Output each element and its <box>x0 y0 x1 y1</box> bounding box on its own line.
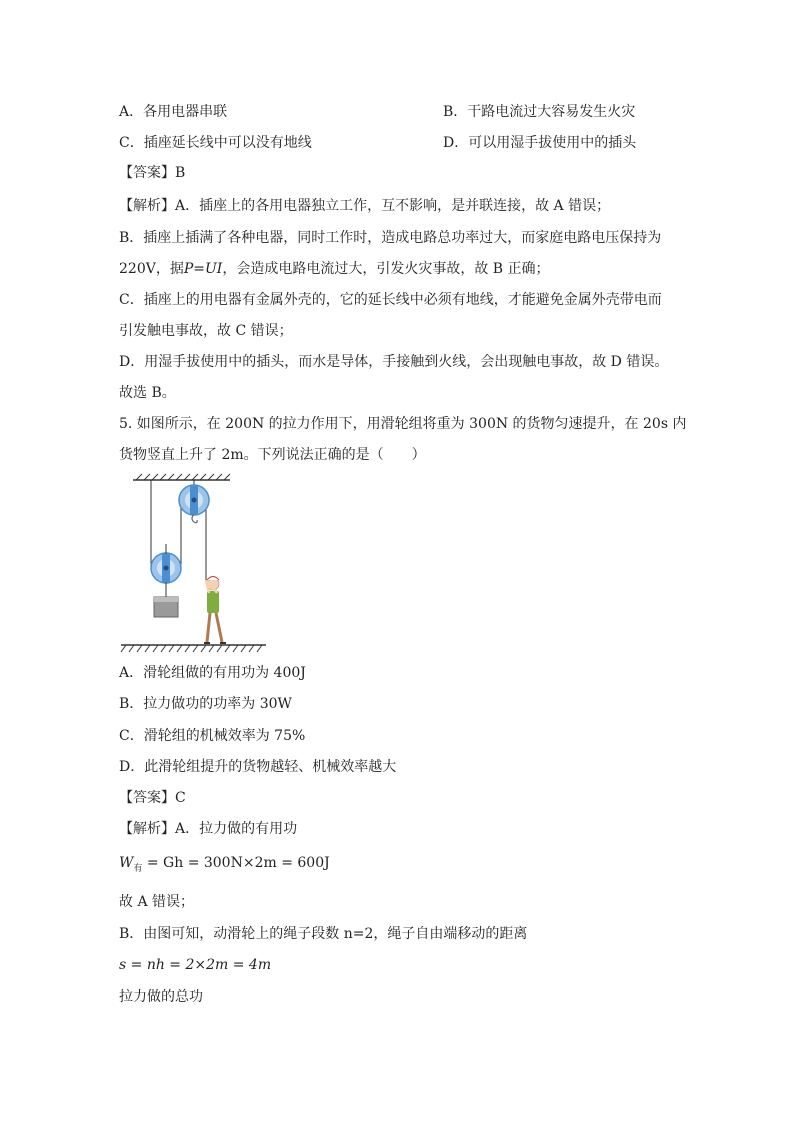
q4-analysis-line6: D．用湿手拔使用中的插头，而水是导体，手接触到火线，会出现触电事故，故 D 错误。 <box>119 354 669 370</box>
pulley-system-figure <box>118 472 273 657</box>
q5-option-a: A．滑轮组做的有用功为 400J <box>119 665 306 681</box>
weight-block-icon <box>154 597 178 617</box>
q5-option-b: B．拉力做功的功率为 30W <box>119 696 292 712</box>
q5-analysis-a-conclusion: 故 A 错误； <box>119 894 195 910</box>
q5-option-d: D．此滑轮组提升的货物越轻、机械效率越大 <box>119 759 397 775</box>
ceiling-icon <box>133 474 230 480</box>
q4-analysis-line4: C．插座上的用电器有金属外壳的，它的延长线中必须有地线，才能避免金属外壳带电而 <box>119 292 662 308</box>
q4-analysis-line7: 故选 B。 <box>119 385 176 401</box>
q4-option-d: D．可以用湿手拔使用中的插头 <box>443 135 637 151</box>
q5-stem-line2: 货物竖直上升了 2m。下列说法正确的是（ ） <box>119 447 426 463</box>
pulley-icon <box>151 544 181 597</box>
person-icon <box>204 577 226 644</box>
pulley-icon <box>179 485 209 523</box>
q5-analysis-b: B．由图可知，动滑轮上的绳子段数 n=2，绳子自由端移动的距离 <box>119 926 528 942</box>
formula-w-subscript: 有 <box>133 864 143 874</box>
formula-useful-work-rest: = Gh = 300N×2m = 600J <box>142 855 330 871</box>
q4-analysis-line3-post: ，会造成电路电流过大，引发火灾事故，故 B 正确； <box>222 261 550 277</box>
q4-option-b: B．干路电流过大容易发生火灾 <box>443 104 636 120</box>
ground-icon <box>121 645 266 652</box>
q5-formula-distance: s = nh = 2×2m = 4m <box>119 957 272 973</box>
q5-total-work-label: 拉力做的总功 <box>119 989 203 1005</box>
q5-stem-line1: 5. 如图所示，在 200N 的拉力作用下，用滑轮组将重为 300N 的货物匀速提升，在 20s 内 <box>119 416 687 432</box>
q4-analysis-line3-pre: 220V，据 <box>119 261 184 277</box>
formula-w-symbol: W <box>119 855 134 871</box>
q4-analysis-line1: 【解析】A．插座上的各用电器独立工作，互不影响，是并联连接，故 A 错误； <box>119 198 611 214</box>
q4-analysis-line5: 引发触电事故，故 C 错误； <box>119 323 293 339</box>
q5-answer: 【答案】C <box>119 790 186 806</box>
q5-option-c: C．滑轮组的机械效率为 75% <box>119 728 306 744</box>
q4-answer: 【答案】B <box>119 165 186 181</box>
q4-analysis-line2: B．插座上插满了各种电器，同时工作时，造成电路总功率过大，而家庭电路电压保持为 <box>119 230 662 246</box>
q5-analysis-a: 【解析】A．拉力做的有用功 <box>119 821 298 837</box>
q4-option-a: A．各用电器串联 <box>119 104 228 120</box>
q4-option-c: C．插座延长线中可以没有地线 <box>119 135 312 151</box>
q4-analysis-line3 <box>119 259 550 279</box>
q5-formula-useful-work <box>119 853 330 879</box>
q4-analysis-formula: P=UI <box>183 261 223 277</box>
